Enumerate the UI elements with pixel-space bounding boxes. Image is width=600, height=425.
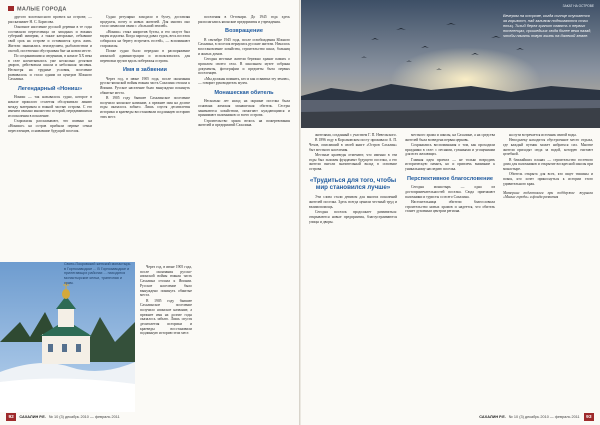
right-column-1 (309, 133, 397, 411)
col1-paragraphs (8, 15, 92, 82)
col2-paragraphs-2 (100, 77, 190, 120)
paragraph: другого золотоносного проекта на острове, — рассказывает Н. С. Борисова. (8, 15, 92, 24)
col1-paragraphs-2 (8, 95, 92, 133)
left-column-1 (8, 15, 92, 260)
paragraph: Сегодня монастырь — одна из достопримечательностей поселка. Сюда приезжают паломники и туристы со всего Сахалина. (405, 185, 495, 199)
paragraph: Несколько лет назад на окраине поселка была основана женская монашеская обитель. Сестры занимаются хозяйством, помогают нуждающимся и принимают паломников со всего острова. (198, 99, 290, 118)
paragraph: Через год, в июне 1905 года, после окончания русско-японской войны южная часть Сахалина отошла к Японии. Русское население было вынуждено покинуть обжитые места. (140, 265, 192, 298)
subhead-monastery: Монашеская обитель (214, 89, 274, 96)
subhead-blessing: Перспективное благословение (406, 175, 494, 182)
paragraph: на пути встречается источник святой воды. (509, 133, 577, 137)
col2-paragraphs (100, 15, 190, 63)
rcol3-paragraphs (503, 133, 593, 187)
paragraph: Через год, в июне 1905 года, после окончания русско-японской войны южная часть Сахалина отошла к Японии. Русское население было вынуждено покинуть обжитые места. (100, 76, 190, 95)
paragraph: Местные краеведы отмечают, что именно в эти годы был заложен фундамент будущего поселка, а его жители внесли значительный вклад в освоение острова. (309, 153, 397, 172)
photo-credit: ЗАКАТ НА ОСТРОВЕ (562, 4, 594, 8)
magazine-name-left: САХАЛИН Р.Е. (19, 415, 46, 419)
paragraph: Сохранились воспоминания о том, как проходили праздники в селе: с песнями, гуляньями и угощениями для всех желающих. (405, 143, 495, 157)
paragraph: поселения в Оттомари. До 1945 года здесь располагались японские предприятия и учреждения. (198, 15, 290, 24)
magazine-name-right: САХАЛИН Р.Е. (479, 415, 506, 419)
paragraph: Нониш — так называлось судно, которое в начале прошлого столетия обслуживало линию между материком и южной частью острова. С его именем связано множество историй, передававшихся из поколения в поколение. (8, 95, 92, 119)
photo-caption: Свято-Покровский женский монастырь в Горнозаводске ... В Горнозаводске и прилегающих районах ... находятся монастырские кельи, трапезная и храм. (64, 262, 131, 285)
page-number-right: 93 (584, 413, 594, 421)
page-number-left: 92 (6, 413, 16, 421)
editorial-note: Материал подготовлен при поддержке журнала «Малые города» и фонда развития (503, 190, 593, 200)
paragraph: В сентябре 1945 года, после освобождения Южного Сахалина, в поселок вернулись русские жители. Началось восстановление хозяйства, строительство школ, больниц и жилых домов. (198, 37, 290, 56)
left-column-2 (100, 15, 190, 260)
paragraph: Сегодня поселок продолжает развиваться: открываются новые предприятия, благоустраиваются улицы и дворы. (309, 210, 397, 224)
paragraph: Основное население русской деревни в те годы составляли переселенцы из западных и южных губерний империи, а также каторжане, отбывшие свой срок на острове и оставшиеся здесь жить. Жители занимались земледелием, рыболовством и охотой, постепенно обустраивая быт на новом месте. (8, 25, 92, 53)
issue-right: № 10 (3) декабрь 2010 — февраль 2011 (508, 415, 580, 419)
rcol2-paragraphs-2 (405, 185, 495, 214)
paragraph: Сегодня местные жители бережно хранят память о прошлом своего села. В школьном музее собраны документы, фотографии и предметы быта первых поселенцев. (198, 57, 290, 76)
paragraph: «Мы должны помнить, кто и как осваивал эту землю», — говорит руководитель музея. (198, 76, 290, 86)
rcol1-paragraphs-2 (309, 195, 397, 224)
paragraph: Старожилы рассказывают, что именно на «Нонише» на остров прибыли первые семьи переселенцев, основавшие будущий поселок. (8, 119, 92, 133)
sunset-photo (301, 0, 600, 128)
left-footer (6, 412, 120, 422)
paragraph: Позже судно было передано в распоряжение японской администрации и использовалось для перевозки грузов вдоль побережья острова. (100, 49, 190, 63)
rcol2-paragraphs (405, 133, 495, 172)
right-footer (476, 412, 594, 422)
paragraph: Строительство храма велось на пожертвования жителей и предприятий Сахалина. (198, 118, 290, 128)
left-page (0, 0, 299, 425)
paragraph: В 1896 году в Корсаковском посту проживало А. П. Чехов, описавший в своей книге «Остров Сахалин» быт местного населения. (309, 138, 397, 152)
paragraph: Неподалеку находится обустроенное место отдыха, где каждый путник может набраться сил. Многие жители приходят сюда за водой, которую считают целебной. (503, 138, 593, 157)
paragraph: Эти слова стали девизом для многих поколений жителей поселка. Здесь всегда ценили честный труд и взаимопомощь. (309, 195, 397, 209)
col3-paragraphs-3 (198, 99, 290, 128)
paragraph: «Нониш» стоял напротив бухты, и его силуэт был виден издалека. Когда пароход давал гудок, весь поселок собирался на берегу встречать гостей», — вспоминают старожилы. (100, 29, 190, 48)
col3-paragraphs-2 (198, 38, 290, 86)
left-column-2-lower (140, 265, 192, 410)
pull-quote: «Трудиться для того, чтобы мир становился лучше» (309, 176, 397, 192)
right-column-3 (503, 133, 593, 411)
paragraph: Судно регулярно заходило в бухту, доставляя продукты, почту и новых жителей. Для многих оно стало символом связи с «большой землей». (100, 15, 190, 29)
paragraph: Обитель открыта для всех, кто ищет тишины и покоя, кто хочет прикоснуться к истории этого удивительного края. (503, 172, 593, 186)
paragraph: В 1905 году бывшее Сахалинское поселение получило японское название, а прежнее имя на долгие годы оказалось забыто. Лишь спустя десятилетия историки и краеведы восстановили подлинную историю этих мест. (100, 95, 190, 119)
photo-overlay-caption: Вечером на острове, когда солнце опускается за горизонт, над заливом поднимаются стаи птиц. Тихий берег хранит память о первых поселенцах, пришедших сюда более века назад, чтобы начать новую жизнь на далекой земле. (503, 13, 592, 38)
subhead-return: Возвращение (225, 28, 263, 35)
issue-left: № 10 (3) декабрь 2010 — февраль 2011 (48, 415, 120, 419)
paragraph: Настоятельница обители благословила строительство новых храмов и надеется, что обитель станет духовным центром региона. (405, 199, 495, 214)
right-column-2 (405, 133, 495, 411)
col3-paragraphs (198, 15, 290, 24)
paragraph: В ближайших планах — строительство гостевого дома для паломников и открытие воскресной школы при монастыре. (503, 157, 593, 172)
left-column-3 (198, 15, 290, 410)
paragraph: Главная идея проекта — не только возродить историческую память, но и привлечь внимание к уникальному наследию поселка. (405, 157, 495, 172)
col2-lower-paragraphs (140, 265, 192, 336)
rcol1-paragraphs (309, 133, 397, 172)
subhead-forgotten-name: Имя в забвении (123, 67, 167, 74)
subhead-nonish: Легендарный «Нониш» (17, 86, 83, 93)
paragraph: жителями, созданный с участием Г. П. Невельского. (315, 133, 397, 137)
right-page (301, 0, 600, 425)
paragraph: местного храма и школы, на Сахалине, а на средства жителей была возведена первая церковь. (405, 133, 495, 142)
section-header: МАЛЫЕ ГОРОДА (8, 6, 67, 13)
paragraph: В 1905 году бывшее Сахалинское поселение получило японское название, а прежнее имя на долгие годы оказалось забыто. Лишь спустя десятилетия историки и краеведы восстановили подлинную историю этих мест. (140, 298, 192, 336)
paragraph: По сохранившимся сведениям, в начале XX века в селе насчитывалось уже несколько десятков дворов, действовала школа и небольшая часовня. Несмотря на трудные условия, поселение развивалось и стало одним из центров Южного Сахалина. (8, 53, 92, 82)
